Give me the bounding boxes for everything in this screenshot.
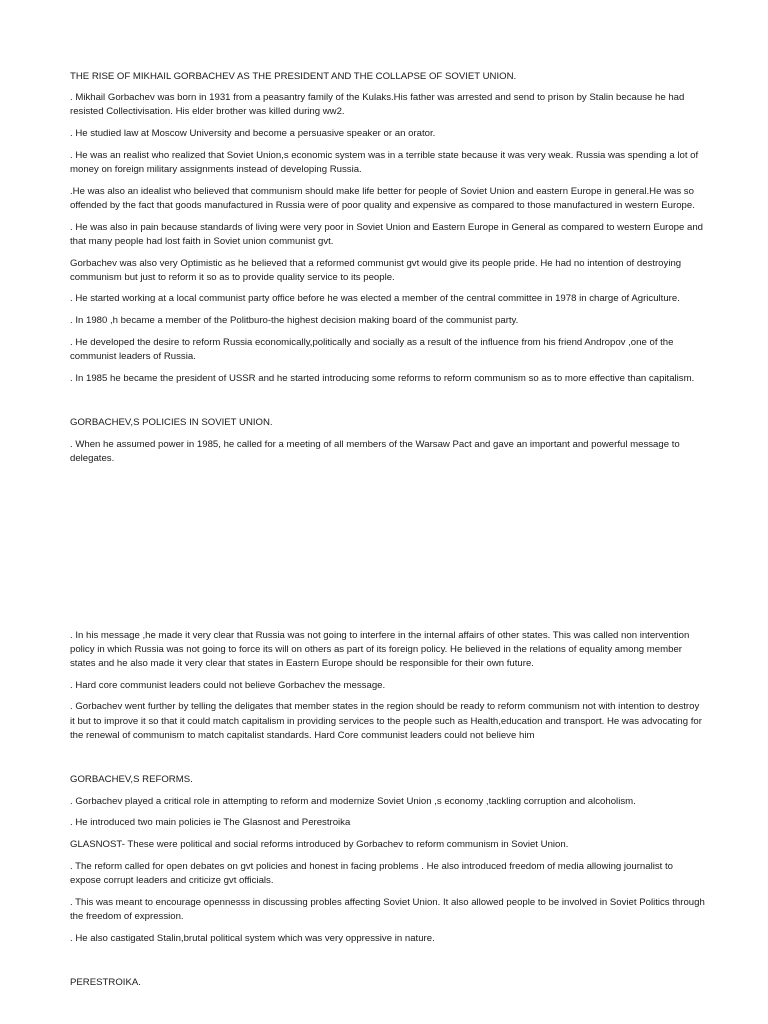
paragraph: .He was also an idealist who believed that communism should make life better for people of Soviet Union and eastern Europe in general.He was so offended by the fact that goods manufactured in Russia were of poor quality and expensive as compared to those manufactured in western Europe. bbox=[70, 185, 695, 211]
paragraph: . Gorbachev went further by telling the deligates that member states in the region should be ready to reform communism not with intention to destroy it but to improve it so that it could match capitalism in providing services to the people such as Health,education and transport. He was advocating for the renewal of communism to match capitalist standards. Hard Core communist leaders could not believe him bbox=[70, 701, 702, 741]
paragraph: . He studied law at Moscow University and become a persuasive speaker or an orator. bbox=[70, 128, 436, 140]
paragraph: . He was an realist who realized that Soviet Union,s economic system was in a terrible state because it was very weak. Russia was spending a lot of money on foreign military assignments instead of developing Russia. bbox=[70, 149, 699, 176]
paragraph: . This was meant to encourage opennesss in discussing probles affecting Soviet Union. It also allowed people to be involved in Soviet Politics through the freedom of expression. bbox=[70, 896, 705, 922]
paragraph: . He introduced two main policies ie The Glasnost and Perestroika bbox=[70, 817, 351, 829]
section-spacer bbox=[70, 953, 706, 976]
paragraph: . He also castigated Stalin,brutal political system which was very oppressive in nature. bbox=[70, 932, 435, 944]
section-title-reforms: GORBACHEV,S REFORMS. bbox=[70, 774, 193, 786]
blank-space bbox=[70, 474, 706, 629]
paragraph: . Gorbachev played a critical role in attempting to reform and modernize Soviet Union ,s economy ,tackling corruption and alcoholism. bbox=[70, 795, 636, 807]
paragraph: . When he assumed power in 1985, he called for a meeting of all members of the Warsaw Pact and gave an important and powerful message to delegates. bbox=[70, 438, 680, 464]
section-title-policies: GORBACHEV,S POLICIES IN SOVIET UNION. bbox=[70, 417, 273, 429]
section-title-rise-of-gorbachev: THE RISE OF MIKHAIL GORBACHEV AS THE PRESIDENT AND THE COLLAPSE OF SOVIET UNION. bbox=[70, 71, 517, 82]
paragraph: . He developed the desire to reform Russia economically,politically and socially as a result of the influence from his friend Andropov ,one of the communist leaders of Russia. bbox=[70, 336, 674, 363]
paragraph: . Hard core communist leaders could not believe Gorbachev the message. bbox=[70, 679, 386, 691]
paragraph: . He was also in pain because standards of living were very poor in Soviet Union and Eastern Europe in General as compared to western Europe and that many people had lost faith in Soviet union communist gvt. bbox=[70, 221, 704, 247]
paragraph: Gorbachev was also very Optimistic as he believed that a reformed communist gvt would give its people pride. He had no intention of destroying communism but just to reform it so as to provide quality service to its people. bbox=[70, 257, 682, 283]
paragraph: . In his message ,he made it very clear that Russia was not going to interfere in the internal affairs of other states. This was called non intervention policy in which Russia was not going to force its will on others as part of its foreign policy. He believed in the relations of equality among member states and he also made it very clear that states in Eastern Europe should be responsible for their own future. bbox=[70, 629, 690, 669]
section-spacer bbox=[70, 750, 706, 773]
paragraph: . He started working at a local communist party office before he was elected a member of the central committee in 1978 in charge of Agriculture. bbox=[70, 293, 680, 305]
section-spacer bbox=[70, 393, 706, 416]
paragraph: . In 1980 ,h became a member of the Politburo-the highest decision making board of the communist party. bbox=[70, 315, 519, 327]
paragraph: GLASNOST- These were political and social reforms introduced by Gorbachev to reform communism in Soviet Union. bbox=[70, 839, 569, 851]
paragraph: . The reform called for open debates on gvt policies and honest in facing problems . He also introduced freedom of media allowing journalist to expose corrupt leaders and criticize gvt officials. bbox=[70, 860, 673, 886]
paragraph: . Mikhail Gorbachev was born in 1931 from a peasantry family of the Kulaks.His father was arrested and send to prison by Stalin because he had resisted Collectivisation. His elder brother was killed during ww2. bbox=[70, 92, 685, 118]
section-title-perestroika: PERESTROIKA. bbox=[70, 977, 141, 989]
paragraph: . In 1985 he became the president of USSR and he started introducing some reforms to reform communism so as to more effective than capitalism. bbox=[70, 372, 695, 384]
